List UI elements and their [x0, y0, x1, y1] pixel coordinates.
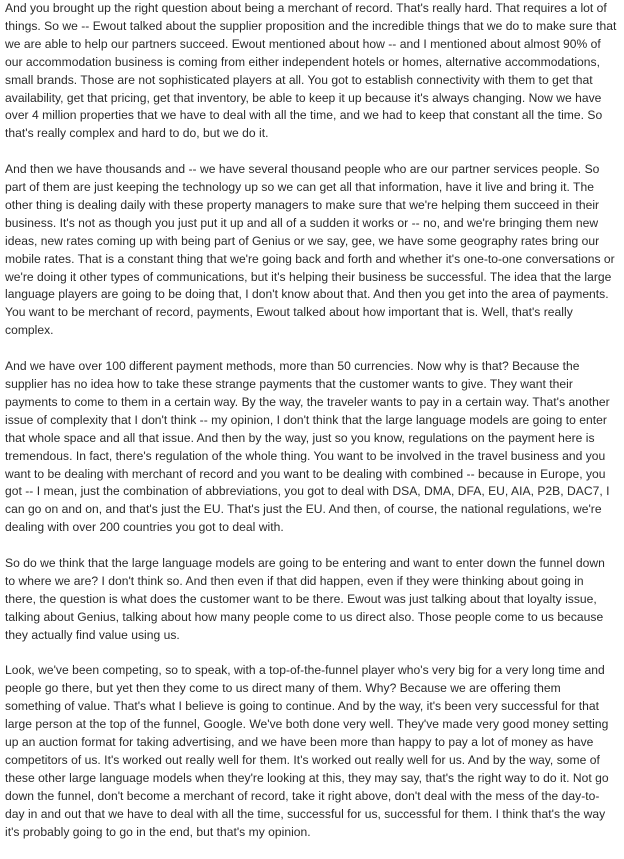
paragraph-payment-methods: And we have over 100 different payment methods, more than 50 currencies. Now why is that? Because the supplier has no idea how to take these strange payments that the customer wants to give. They want their payments to come to them in a certain way. By the way, the traveler wants to pay in a certain way. That's another issue of complexity that I don't think -- my opinion, I don't think that the large language models are going to enter that whole space and all that issue. And then by the way, just so you know, regulations on the payment here is tremendous. In fact, there's regulation of the whole thing. You want to be involved in the travel business and you want to be dealing with merchant of record and you want to be dealing with combined -- because in Europe, you got -- I mean, just the combination of abbreviations, you got to deal with DSA, DMA, DFA, EU, AIA, P2B, DAC7, I can go on and on, and that's just the EU. That's just the EU. And then, of course, the national regulations, we're dealing with over 200 countries you got to deal with. — [5, 359, 610, 535]
paragraph-competition: Look, we've been competing, so to speak, with a top-of-the-funnel player who's very big for a very long time and people go there, but yet then they come to us direct many of them. Why? Because we are offering them something of value. That's what I believe is going to continue. And by the way, it's been very successful for that large person at the top of the funnel, Google. We've both done very well. They've made very good money setting up an auction format for taking advertising, and we have been more than happy to pay a lot of money as have competitors of us. It's worked out really well for them. It's worked out really well for us. And by the way, some of these other large language models when they're looking at this, they may say, that's the right way to do it. Not go down the funnel, don't become a merchant of record, take it right above, don't deal with the mess of the day-to-day in and out that we have to deal with all the time, successful for us, successful for them. I think that's the way it's probably going to go in the end, but that's my opinion. — [5, 663, 609, 839]
transcript-document — [5, 0, 617, 859]
paragraph-funnel-question: So do we think that the large language models are going to be entering and want to enter down the funnel down to where we are? I don't think so. And then even if that did happen, even if they were thinking about going in there, the question is what does the customer want to be there. Ewout was just talking about that loyalty issue, talking about Genius, talking about how many people come to us direct also. Those people come to us because they actually find value using us. — [5, 556, 605, 642]
paragraph-merchant-of-record: And you brought up the right question about being a merchant of record. That's really hard. That requires a lot of things. So we -- Ewout talked about the supplier proposition and the incredible things that we do to make sure that we are able to help our partners succeed. Ewout mentioned about how -- and I mentioned about almost 90% of our accommodation business is coming from either independent hotels or homes, alternative accommodations, small brands. Those are not sophisticated players at all. You got to establish connectivity with them to get that availability, get that pricing, get that inventory, be able to keep it up because it's always changing. Now we have over 4 million properties that we have to deal with all the time, and we had to keep that constant all the time. So that's really complex and hard to do, but we do it. — [5, 1, 617, 141]
paragraph-partner-services: And then we have thousands and -- we have several thousand people who are our partner services people. So part of them are just keeping the technology up so we can get all that information, have it live and bring it. The other thing is dealing daily with these property managers to make sure that we're helping them succeed in their business. It's not as though you just put it up and all of a sudden it works or -- no, and we're bringing them new ideas, new rates coming up with being part of Genius or we say, gee, we have some geography rates bring our mobile rates. That is a constant thing that we're going back and forth and whether it's one-to-one conversations or we're doing it other types of communications, but it's helping their business be successful. The idea that the large language players are going to be doing that, I don't know about that. And then you get into the area of payments. You want to be merchant of record, payments, Ewout talked about how important that is. Well, that's really complex. — [5, 162, 615, 338]
